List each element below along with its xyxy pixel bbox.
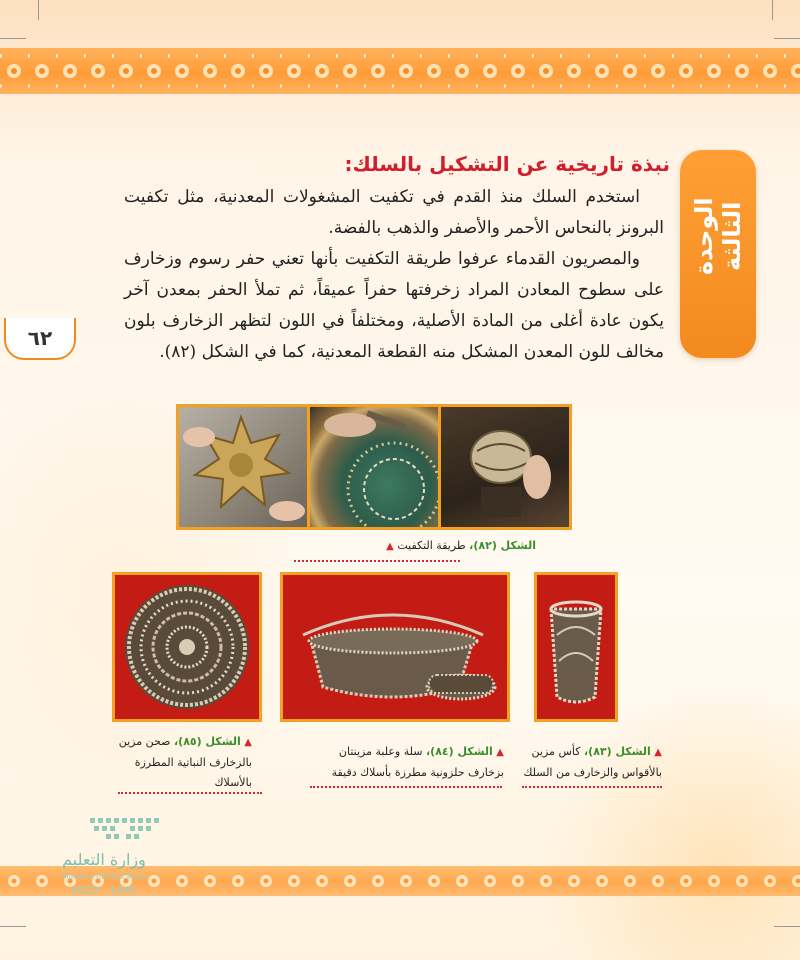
figure-83-photo (534, 572, 618, 722)
figure-84-line2: بزخارف حلزونية مطرزة بأسلاك دقيقة (331, 766, 504, 779)
figure-83-label: الشكل (٨٣)، (583, 745, 651, 758)
caption-underline (294, 560, 460, 562)
arrow-up-icon: ▲ (244, 737, 252, 748)
crop-mark (774, 38, 800, 39)
crop-mark (38, 0, 39, 20)
crop-mark (0, 38, 26, 39)
paragraph-2: والمصريون القدماء عرفوا طريقة التكفيت بأنها تعني حفر رسوم وزخارف على سطوح المعادن المراد زخرفتها حفراً عميقاً، ثم تملأ الحفر بمعدن آخر يكون عادة أغلى من المادة الأصلية، ومختلفاً في اللون لتظهر الزخارف بلون مخالف للون المعدن المشكل منه القطعة المعدنية، كما في الشكل (٨٢). (124, 249, 664, 362)
photo-star-engraving (179, 407, 307, 527)
figure-84-label: الشكل (٨٤)، (425, 745, 493, 758)
crop-mark (0, 926, 26, 927)
figure-85-label: الشكل (٨٥)، (173, 735, 241, 748)
figure-85-line3: بالأسلاك (214, 776, 252, 789)
figure-82-text: طريقة التكفيت (397, 539, 466, 552)
paragraph-1: استخدم السلك منذ القدم في تكفيت المشغولات المعدنية، مثل تكفيت البرونز بالنحاس الأحمر والأصفر والذهب بالفضة. (124, 187, 664, 238)
figure-83-caption (522, 742, 662, 783)
ministry-year: 2023 - 1445 (70, 884, 138, 897)
figure-85-photo (112, 572, 262, 722)
caption-underline (118, 792, 262, 794)
figure-83-line1: كأس مزين (531, 745, 581, 758)
star-plate-icon (179, 407, 307, 527)
arrow-up-icon: ▲ (386, 541, 394, 552)
flower-pattern-icon (0, 48, 800, 94)
figure-84-photo (280, 572, 510, 722)
figure-85-caption (112, 732, 252, 793)
caption-underline (522, 786, 662, 788)
figure-82-label: الشكل (٨٢)، (469, 539, 536, 552)
arrow-up-icon: ▲ (496, 747, 504, 758)
crop-mark (774, 926, 800, 927)
top-flower-band (0, 48, 800, 94)
basket-and-box-icon (283, 575, 507, 719)
photo-vase-inlay (441, 407, 569, 527)
unit-title: الوحدة الثالثة (690, 197, 746, 275)
page-number: ٦٢ (4, 318, 76, 360)
decorated-cup-icon (537, 575, 615, 719)
ornate-plate-icon (115, 575, 259, 719)
arrow-up-icon: ▲ (654, 747, 662, 758)
figure-85-line1: صحن مزين (118, 735, 171, 748)
figure-82-photo-strip (176, 404, 572, 530)
photo-inlaid-tray (310, 407, 438, 527)
caption-underline (310, 786, 502, 788)
figure-84-line1: سلة وعلبة مزينتان (338, 745, 423, 758)
vase-icon (441, 407, 561, 527)
unit-tab (680, 150, 756, 358)
section-heading: نبذة تاريخية عن التشكيل بالسلك: (344, 152, 670, 176)
ministry-subtitle: Ministry of Education (61, 872, 147, 881)
figure-85-line2: بالزخارف النباتية المطرزة (134, 756, 252, 769)
figure-84-caption (304, 742, 504, 783)
crop-mark (772, 0, 773, 20)
tray-pattern-icon (310, 407, 438, 527)
figure-82-caption (386, 536, 536, 557)
ministry-name: وزارة التعليم (62, 850, 146, 869)
figure-83-line2: بالأقواس والزخارف من السلك (523, 766, 662, 779)
